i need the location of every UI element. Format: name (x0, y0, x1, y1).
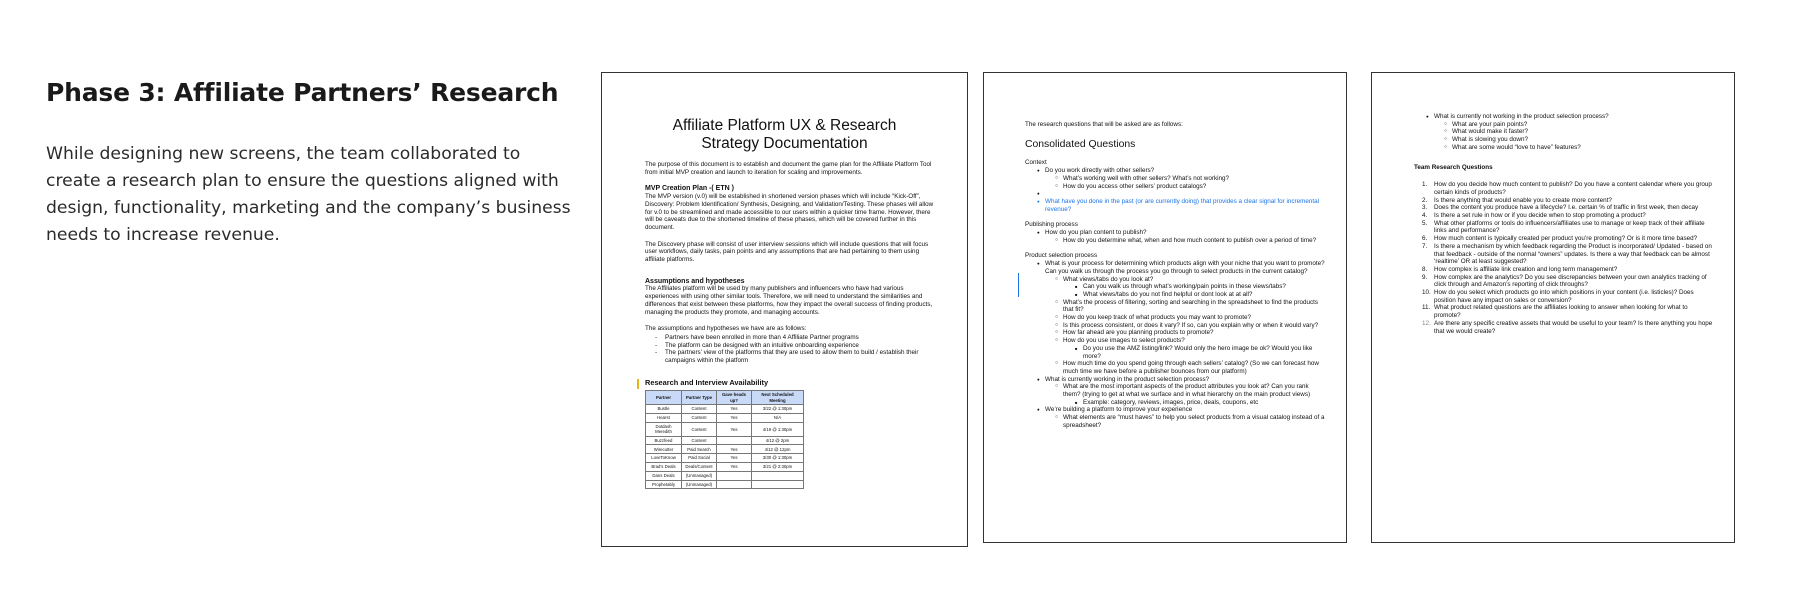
list-item (1055, 383, 1325, 406)
discovery-paragraph: The Discovery phase will consist of user interview sessions which will include questions that will focus user workflows, daily tasks, pain points and any assumptions that are had pertaining to them using affiliate platforms. (645, 240, 929, 264)
text-cursor-marker (637, 379, 639, 389)
selection-label: Product selection process (1025, 252, 1098, 260)
list-item: ○ How much time do you spend going through each sellers’ catalog? (So we can forecast how much time we have before a publisher bounces from our platform) (1055, 360, 1325, 375)
list-item: ○ How far ahead are you planning products to promote? (1055, 329, 1325, 337)
table-cell: Content (682, 422, 717, 436)
list-item-empty (1037, 190, 1325, 198)
list-item (1037, 167, 1325, 190)
question-text: What views/tabs do you look at? (1063, 275, 1154, 283)
document-page-team-questions (1371, 72, 1735, 543)
question-text: Does the content you produce have a lifecycle? I.e. certain % of traffic in first week, then decay (1434, 204, 1699, 212)
table-cell: Paid Social (682, 454, 717, 463)
question-text: How much content is typically created per product you’re promoting? Or is it more time based? (1434, 235, 1698, 243)
list-item (1422, 212, 1714, 220)
table-row (646, 405, 804, 414)
table-cell: Buzzfeed (646, 436, 682, 445)
question-text: What is currently working in the product selection process? (1045, 375, 1210, 383)
mvp-heading: MVP Creation Plan -( ETN ) (645, 185, 734, 193)
section-description: While designing new screens, the team collaborated to create a research plan to ensure the questions aligned with design, functionality, marketing and the company’s business needs to increase revenue. (46, 144, 571, 245)
table-body (646, 405, 804, 489)
doc-body (1025, 121, 1325, 430)
selection-bar (1018, 273, 1019, 297)
list-number: 10. (1422, 289, 1431, 297)
list-item: ○ Is this process consistent, or does it vary? If so, can you explain why or when it would vary? (1055, 322, 1325, 330)
list-item: - The platform can be designed with an intuitive onboarding experience (655, 342, 935, 350)
list-item (1422, 274, 1714, 289)
table-cell: Content (682, 414, 717, 423)
context-label: Context (1025, 159, 1047, 167)
intro-section (46, 78, 576, 249)
list-number: 9. (1422, 273, 1428, 281)
list-number: 4. (1422, 212, 1428, 220)
table-cell: Wirecutter (646, 445, 682, 454)
context-list (1037, 167, 1325, 213)
team-questions-heading: Team Research Questions (1414, 163, 1493, 171)
list-item: - Partners have been enrolled in more than 4 Affiliate Partner programs (655, 334, 935, 342)
assumptions-paragraph: The Affiliates platform will be used by many publishers and influencers who have had various experiences with using other similar tools. Therefore, we will need to understand the similarities and differences that exist between these platforms, how they impact the overall success of finding products, managing the products they promote, and managing accounts. (645, 285, 933, 316)
assumptions-intro: The assumptions and hypotheses we have are as follows: (645, 325, 807, 333)
table-cell: 4/19 @ 1:30pm (752, 422, 804, 436)
availability-table (645, 390, 804, 489)
assumptions-list (655, 334, 935, 365)
table-cell: 3/22 @ 1:30pm (752, 405, 804, 414)
doc-title (602, 117, 967, 153)
not-working-list (1426, 113, 1714, 152)
table-cell: Brad's Deals (646, 463, 682, 472)
purpose-paragraph: The purpose of this document is to establish and document the game plan for the Affiliate Platform Tool from initial MVP creation and launch to iteration for scaling and improvements. (645, 161, 932, 176)
table-cell: (Unmanaged) (682, 480, 717, 489)
questions-heading: Consolidated Questions (1025, 138, 1136, 150)
list-item: ○ How do you determine what, when and how much content to publish over a period of time? (1055, 237, 1325, 245)
list-item (1055, 337, 1325, 360)
list-number: 12. (1422, 319, 1431, 327)
table-cell (717, 471, 752, 480)
table-cell: Yes (717, 422, 752, 436)
list-item: ○ What’s working well with other sellers? What’s not working? (1055, 175, 1325, 183)
column-header: Partner (646, 391, 682, 405)
table-cell: Paid Search (682, 445, 717, 454)
list-number: 1. (1422, 181, 1428, 189)
list-item: ○ How do you keep track of what products you may want to promote? (1055, 314, 1325, 322)
table-cell: 3/30 @ 1:30pm (752, 454, 804, 463)
doc-title-line-2: Strategy Documentation (701, 135, 868, 152)
list-number: 11. (1422, 304, 1431, 312)
list-item (1422, 197, 1714, 205)
table-cell: Yes (717, 445, 752, 454)
table-cell: Content (682, 405, 717, 414)
list-item: ■ Do you use the AMZ listing/link? Would only the hero image be ok? Would you like more? (1075, 345, 1325, 360)
list-item (1037, 229, 1325, 244)
table-cell (752, 480, 804, 489)
table-cell: Bustle (646, 405, 682, 414)
question-text: Is there a mechanism by which feedback regarding the Product is incorporated/ Updated - based on that feedback - outside of the normal “owners” updates. Is there a way that feedback can be almost ‘realtime’ OR at least suggested? (1434, 242, 1712, 266)
list-item: ○ What are your pain points? (1444, 121, 1714, 129)
list-item (1037, 406, 1325, 429)
list-item: - The partners’ view of the platforms that they are used to allow them to build / establish their campaigns within the platform (655, 349, 935, 364)
table-cell: Content (682, 436, 717, 445)
list-item: ○ What is slowing you down? (1444, 136, 1714, 144)
question-text: How complex are the analytics? Do you see discrepancies between your own analytics tracking of click through and Amazon’s reporting of click throughs? (1434, 273, 1707, 289)
list-item (1422, 220, 1714, 235)
table-cell: (Unmanaged) (682, 471, 717, 480)
doc-body (645, 161, 935, 489)
table-row (646, 436, 804, 445)
list-item: ○ What’s the process of filtering, sorting and searching in the spreadsheet to find the products that fit? (1055, 299, 1325, 314)
list-number: 2. (1422, 196, 1428, 204)
question-text: How do you decide how much content to publish? Do you have a content calendar where you group certain kinds of products? (1434, 181, 1712, 196)
table-cell: Yes (717, 454, 752, 463)
table-cell (752, 471, 804, 480)
column-header: Partner Type (682, 391, 717, 405)
table-row (646, 463, 804, 472)
question-text: What are the most important aspects of the product attributes you look at? Can you rank them? (trying to get at what we surface and in what hierarchy on the main product views) (1063, 383, 1311, 399)
table-cell: 4/12 @ 2pm (752, 436, 804, 445)
list-item (1422, 204, 1714, 212)
selection-list (1037, 260, 1325, 429)
table-cell: Hearst (646, 414, 682, 423)
table-cell: Yes (717, 405, 752, 414)
table-cell (717, 436, 752, 445)
table-cell: Prophetably (646, 480, 682, 489)
list-number: 5. (1422, 219, 1428, 227)
mvp-paragraph: The MVP version (v.0) will be established in shortened version phases which will include “Kick-Off”, Discovery: Problem Identification/ Synthesis, Designing, and Validation/Testing. These phases will allow for v.0 to be streamlined and made accessible to our users within a quicker time frame. However, there will be caveats due to the shortened timeline of these phases, which will be covered further in this document. (645, 193, 934, 231)
question-text: Is there anything that would enable you to create more content? (1434, 196, 1612, 204)
table-row (646, 471, 804, 480)
question-text: What other platforms or tools do influencers/affiliates use to manage or keep track of their affiliate links and performance? (1434, 219, 1705, 235)
list-item (1422, 235, 1714, 243)
list-item: ■ Can you walk us through what’s working/pain points in these views/tabs? (1075, 283, 1325, 291)
list-number: 6. (1422, 235, 1428, 243)
question-text: What is your process for determining which products align with your niche that you want to promote? Can you walk us through the process you go through to select products in the current catalog? (1045, 260, 1325, 275)
questions-intro: The research questions that will be asked are as follows: (1025, 121, 1183, 128)
table-cell: Yes (717, 414, 752, 423)
table-cell: LoveToKnow (646, 454, 682, 463)
list-item (1422, 289, 1714, 304)
assumptions-heading: Assumptions and hypotheses (645, 277, 745, 285)
list-item (1037, 260, 1325, 376)
question-text: How complex is affiliate link creation and long term management? (1434, 265, 1618, 273)
table-cell: 4/12 @ 12pm (752, 445, 804, 454)
document-page-strategy (601, 72, 968, 547)
column-header: Gave heads up? (717, 391, 752, 405)
section-title: Phase 3: Affiliate Partners’ Research (46, 78, 559, 107)
list-item (1422, 266, 1714, 274)
question-text: Is there a set rule in how or if you decide when to stop promoting a product? (1434, 212, 1646, 220)
table-cell: Yes (717, 463, 752, 472)
table-row (646, 445, 804, 454)
table-row (646, 480, 804, 489)
table-cell: Dans Deals (646, 471, 682, 480)
list-item (1422, 181, 1714, 196)
doc-title-line-1: Affiliate Platform UX & Research (672, 117, 897, 134)
list-item (1426, 113, 1714, 152)
table-row (646, 414, 804, 423)
list-item: ○ What would make it faster? (1444, 128, 1714, 136)
question-text: Do you work directly with other sellers? (1045, 167, 1155, 175)
list-item (1422, 320, 1714, 335)
list-number: 7. (1422, 242, 1428, 250)
list-item: ■ What views/tabs do you not find helpful or dont look at at all? (1075, 291, 1325, 299)
table-cell: Deals/Content (682, 463, 717, 472)
document-page-questions (983, 72, 1347, 543)
question-text: We’re building a platform to improve your experience (1045, 406, 1193, 414)
table-cell (717, 480, 752, 489)
question-text: How do you plan content to publish? (1045, 229, 1147, 237)
team-questions-list (1422, 181, 1714, 335)
list-item (1055, 276, 1325, 299)
list-item: ■ Example: category, reviews, images, price, deals, coupons, etc (1075, 399, 1325, 407)
list-item (1422, 243, 1714, 266)
table-cell: Dotdash Meredith (646, 422, 682, 436)
list-item: ○ What elements are “must haves” to help you select products from a visual catalog instead of a spreadsheet? (1055, 414, 1325, 429)
question-text: What is currently not working in the product selection process? (1434, 113, 1609, 120)
list-number: 3. (1422, 204, 1428, 212)
question-text: What product related questions are the affiliates looking to answer when looking for what to promote? (1434, 304, 1688, 320)
table-cell: N/A (752, 414, 804, 423)
column-header: Next Scheduled Meeting (752, 391, 804, 405)
table-cell: 3/21 @ 2:30pm (752, 463, 804, 472)
table-row (646, 454, 804, 463)
question-text: How do you use images to select products? (1063, 337, 1185, 345)
list-item (1037, 376, 1325, 407)
publishing-list (1037, 229, 1325, 244)
list-number: 8. (1422, 265, 1428, 273)
doc-body (1414, 113, 1714, 335)
question-text: Are there any specific creative assets that would be useful to your team? Is there anything you hope that we would create? (1434, 319, 1713, 335)
list-item: ○ How do you access other sellers’ product catalogs? (1055, 183, 1325, 191)
list-item: ● What have you done in the past (or are currently doing) that provides a clear signal for incremental revenue? (1037, 198, 1325, 213)
publishing-label: Publishing process (1025, 221, 1078, 229)
list-item: ○ What are some would “love to have” features? (1444, 144, 1714, 152)
table-heading: Research and Interview Availability (645, 377, 769, 387)
table-row (646, 422, 804, 436)
list-item (1422, 304, 1714, 319)
question-text: How do you select which products go into which positions in your content (i.e. listicles)? Does position have any impact on sales or conversion? (1434, 289, 1694, 304)
